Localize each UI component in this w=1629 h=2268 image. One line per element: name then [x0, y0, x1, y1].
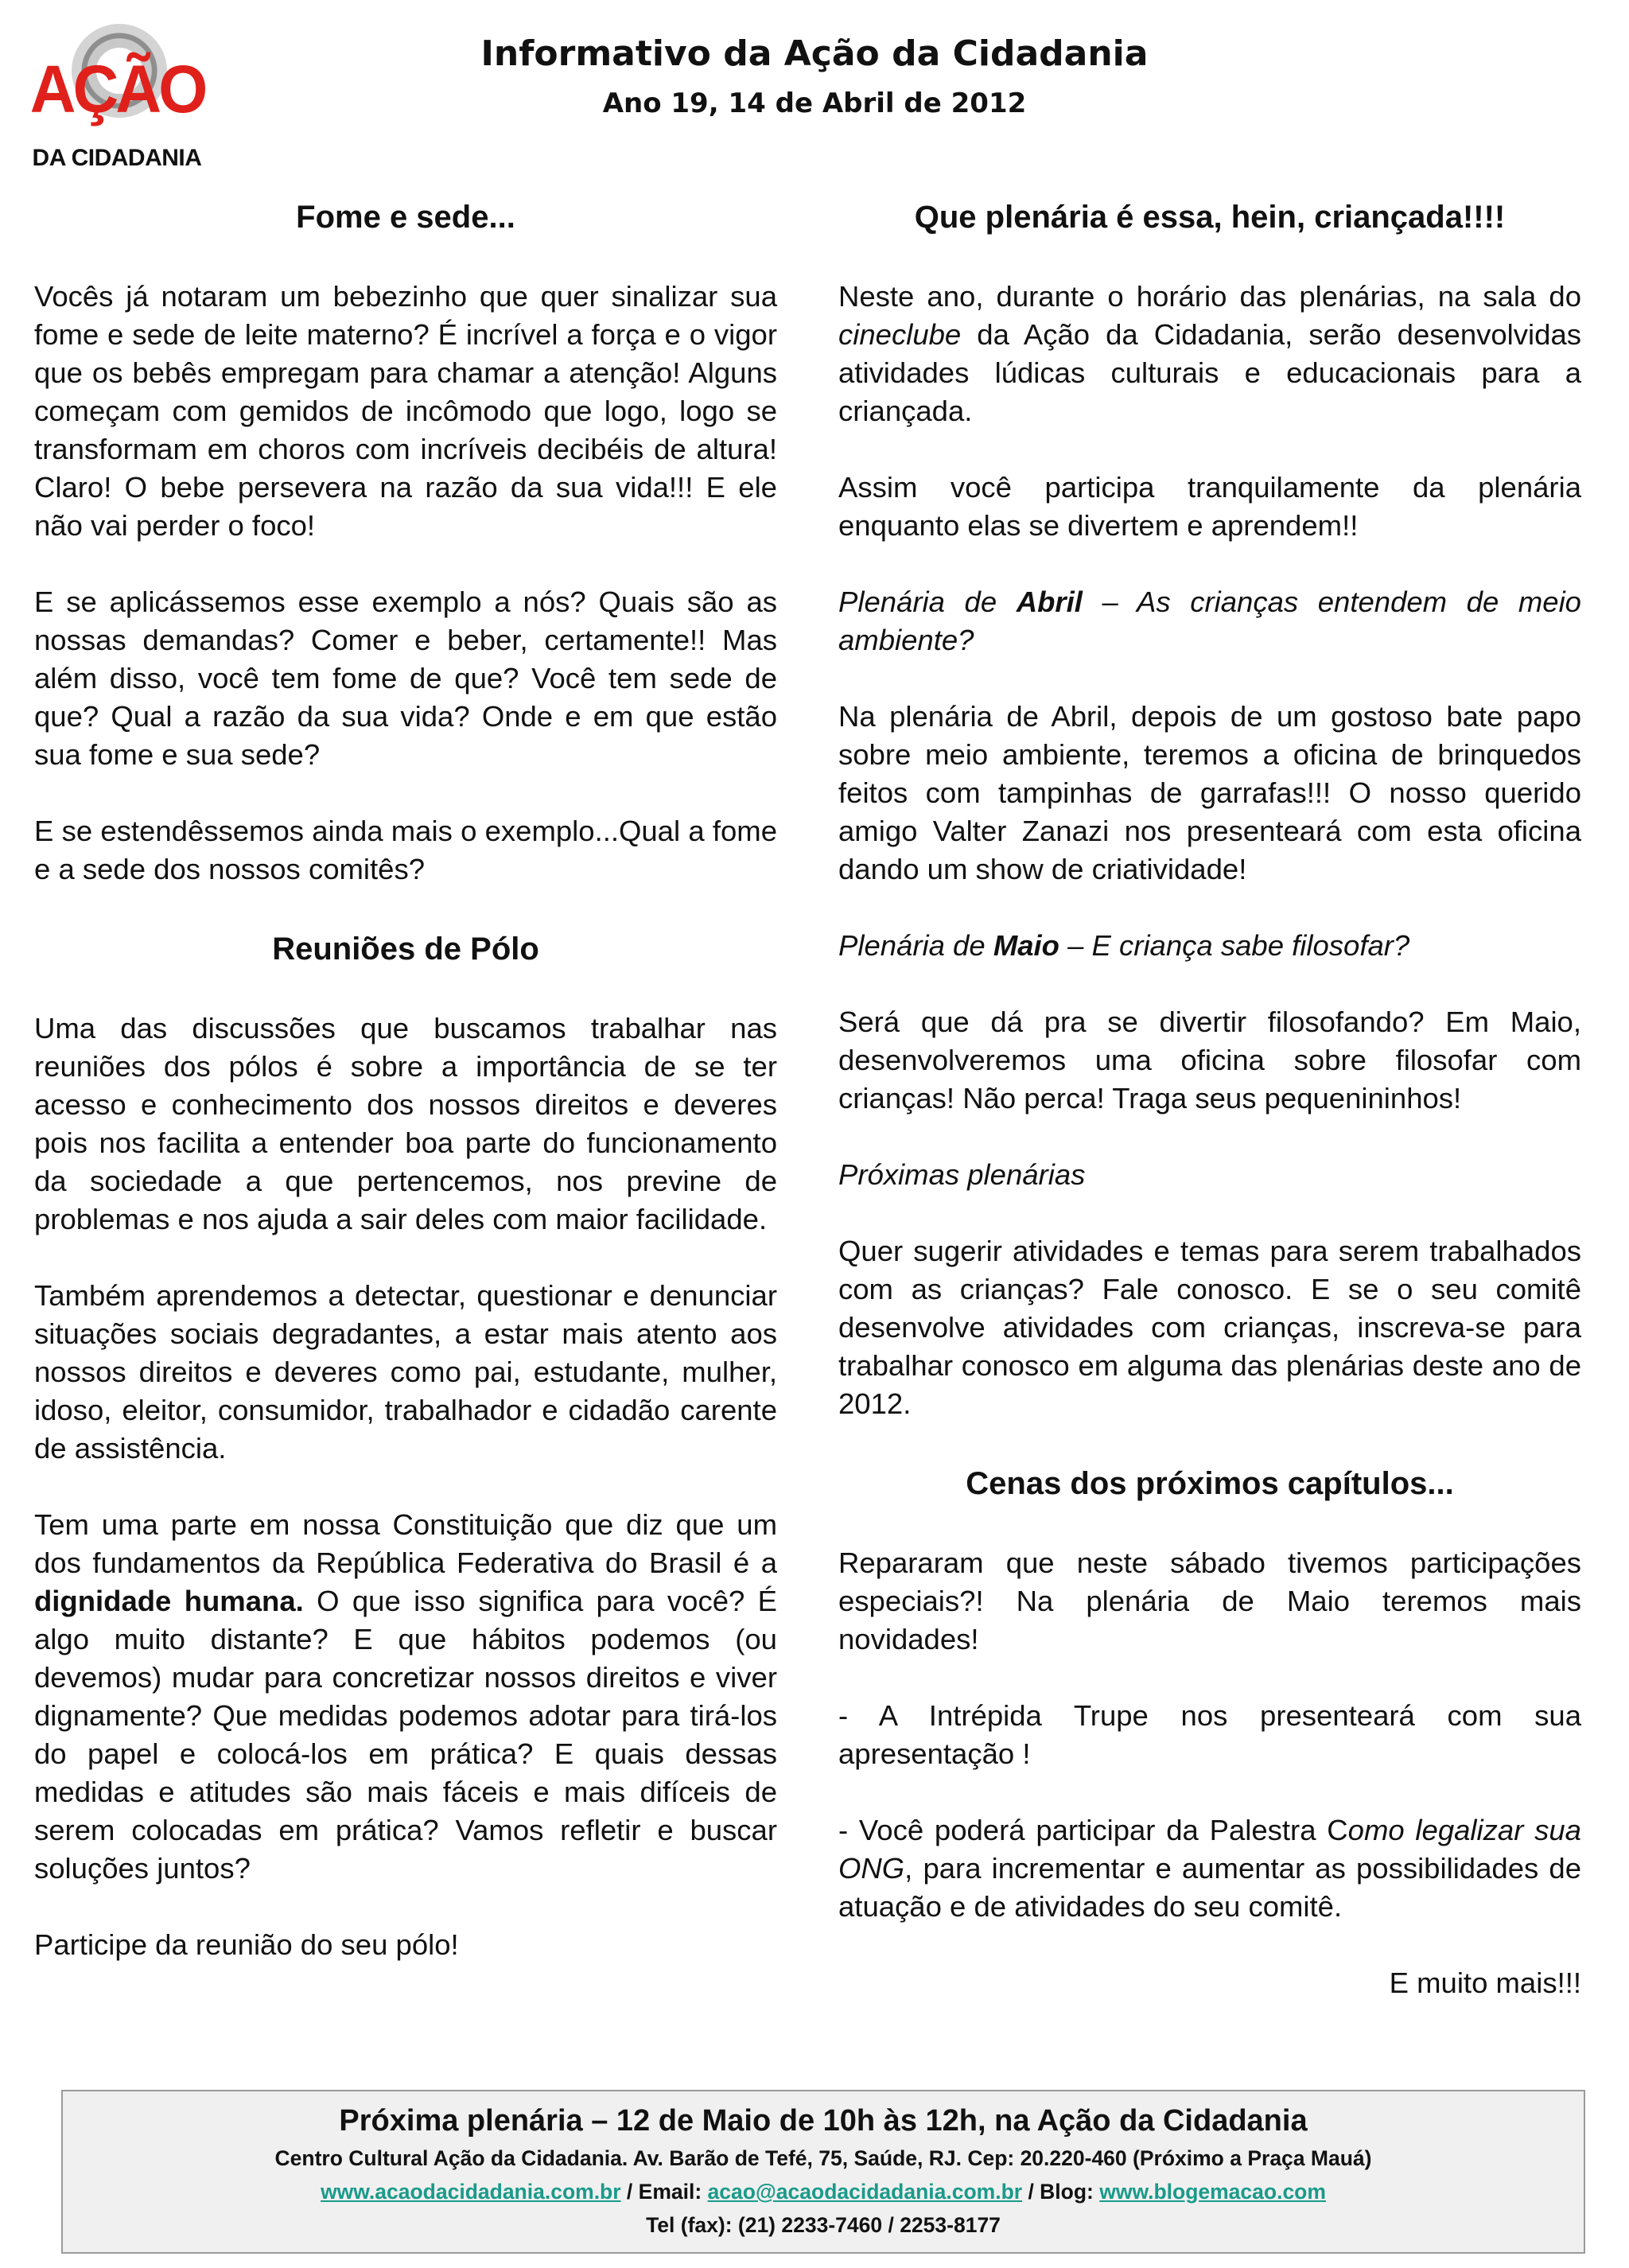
italic-text: cineclube [838, 318, 962, 351]
left-column [34, 195, 777, 2002]
italic-text: omo legalizar sua ONG [838, 1814, 1581, 1885]
paragraph: Será que dá pra se divertir filosofando? Em Maio, desenvolveremos uma oficina sobre filosofar com crianças! Não perca! Traga seus pequenininhos! [838, 1006, 1581, 1115]
email-label: / Email: [620, 2180, 708, 2204]
blog-link[interactable]: www.blogemacao.com [1099, 2180, 1326, 2204]
italic-text: Próximas plenárias [838, 1158, 1086, 1191]
footer-box [61, 2090, 1585, 2254]
page-subtitle: Ano 19, 14 de Abril de 2012 [602, 88, 1027, 119]
paragraph: Participe da reunião do seu pólo! [34, 1928, 459, 1961]
bold-text: dignidade humana. [34, 1585, 304, 1617]
section-title-fome: Fome e sede... [296, 200, 515, 235]
logo-subtext: DA CIDADANIA [32, 145, 202, 171]
paragraph [838, 1811, 1581, 1926]
paragraph: E muito mais!!! [1389, 1967, 1581, 1999]
text-run: Neste ano, durante o horário das plenárias, na sala do [838, 280, 1581, 313]
text-run: O que isso significa para você? É algo muito distante? E que hábitos podemos (ou devemos) mudar para concretizar nossos direitos e viver dignamente? Que medidas podemos adotar para tirá-los do papel e colocá-los em prática? E quais dessas medidas e atitudes são mais fáceis e mais difíceis de serem colocadas em prática? Vamos refletir e buscar soluções juntos? [34, 1585, 777, 1885]
logo-text: AÇÃO [29, 52, 205, 126]
section-title-plenaria: Que plenária é essa, hein, criançada!!!! [914, 200, 1506, 235]
section-title-cenas: Cenas dos próximos capítulos... [966, 1466, 1454, 1501]
paragraph: Assim você participa tranquilamente da plenária enquanto elas se divertem e aprendem!! [838, 471, 1581, 542]
paragraph: Repararam que neste sábado tivemos participações especiais?! Na plenária de Maio teremos mais novidades! [838, 1546, 1581, 1655]
website-link[interactable]: www.acaodacidadania.com.br [321, 2180, 621, 2204]
paragraph: Também aprendemos a detectar, questionar e denunciar situações sociais degradantes, a estar mais atento aos nossos direitos e deveres como pai, estudante, mulher, idoso, eleitor, consumidor, trabalhador e cidadão carente de assistência. [34, 1279, 777, 1465]
right-column [838, 195, 1581, 2040]
paragraph: E se aplicássemos esse exemplo a nós? Quais são as nossas demandas? Comer e beber, certamente!! Mas além disso, você tem fome de que? Você tem sede de que? Qual a razão da sua vida? Onde e em que estão sua fome e sua sede? [34, 585, 777, 771]
blog-label: / Blog: [1022, 2180, 1100, 2204]
paragraph [34, 1506, 777, 1888]
paragraph: - A Intrépida Trupe nos presenteará com sua apresentação ! [838, 1699, 1581, 1770]
footer-next-meeting: Próxima plenária – 12 de Maio de 10h às 12h, na Ação da Cidadania [339, 2104, 1308, 2138]
subheading-maio [838, 927, 1581, 965]
footer-contacts [63, 2176, 1584, 2208]
text-run: - Você poderá participar da Palestra C [838, 1814, 1348, 1846]
footer-phone: Tel (fax): (21) 2233-7460 / 2253-8177 [646, 2213, 1001, 2237]
text-run: da Ação da Cidadania, serão desenvolvidas atividades lúdicas culturais e educacionais para a criançada. [838, 318, 1581, 427]
subheading-abril [838, 583, 1581, 659]
paragraph [838, 278, 1581, 430]
page-title: Informativo da Ação da Cidadania [480, 33, 1149, 74]
section-title-reunioes: Reuniões de Pólo [272, 932, 539, 967]
paragraph: Vocês já notaram um bebezinho que quer sinalizar sua fome e sede de leite materno? É incrível a força e o vigor que os bebês empregam para chamar a atenção! Alguns começam com gemidos de incômodo que logo, logo se transformam em choros com incríveis decibéis de altura! Claro! O bebe persevera na razão da sua vida!!! E ele não vai perder o foco! [34, 280, 777, 542]
text-run: Plenária de [838, 585, 1017, 618]
bold-text: Maio [993, 929, 1059, 962]
text-run: Tem uma parte em nossa Constituição que diz que um dos fundamentos da República Federativa do Brasil é a [34, 1508, 777, 1579]
text-run: – E criança sabe filosofar? [1059, 929, 1410, 962]
paragraph: Uma das discussões que buscamos trabalhar nas reuniões dos pólos é sobre a importância de se ter acesso e conhecimento dos nossos direitos e deveres pois nos facilita a entender boa parte do funcionamento da sociedade a que pertencemos, nos previne de problemas e nos ajuda a sair deles com maior facilidade. [34, 1012, 777, 1235]
email-link[interactable]: acao@acaodacidadania.com.br [707, 2180, 1023, 2204]
paragraph: Na plenária de Abril, depois de um gostoso bate papo sobre meio ambiente, teremos a oficina de brinquedos feitos com tampinhas de garrafas!!! O nosso querido amigo Valter Zanazi nos presenteará com esta oficina dando um show de criatividade! [838, 700, 1581, 885]
paragraph: Quer sugerir atividades e temas para serem trabalhados com as crianças? Fale conosco. E se o seu comitê desenvolve atividades com crianças, inscreva-se para trabalhar conosco em alguma das plenárias deste ano de 2012. [838, 1235, 1581, 1420]
text-run: , para incrementar e aumentar as possibilidades de atuação e de atividades do seu comitê. [838, 1852, 1581, 1923]
subheading-proximas [838, 1156, 1581, 1194]
bold-text: Abril [1016, 585, 1083, 618]
text-run: – As crianças entendem de meio ambiente? [838, 585, 1581, 656]
paragraph: E se estendêssemos ainda mais o exemplo...Qual a fome e a sede dos nossos comitês? [34, 815, 777, 885]
footer-address: Centro Cultural Ação da Cidadania. Av. Barão de Tefé, 75, Saúde, RJ. Cep: 20.220-460 (Próximo a Praça Mauá) [274, 2146, 1372, 2170]
text-run: Plenária de [838, 929, 993, 962]
